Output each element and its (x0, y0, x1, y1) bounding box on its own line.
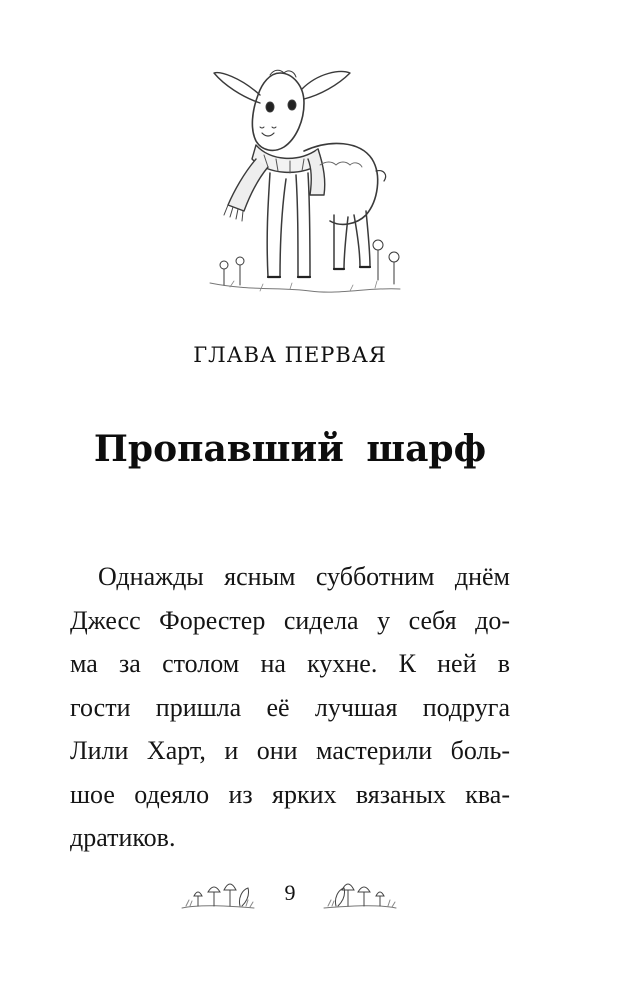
body-line: гости пришла её лучшая подруга (70, 692, 510, 722)
body-text (70, 555, 510, 860)
body-line: дратиков. (70, 823, 176, 852)
mushroom-ornament-icon (322, 872, 398, 914)
body-line: Лили Харт, и они мастерили боль- (70, 736, 510, 765)
lamb-illustration (200, 55, 410, 305)
chapter-label: ГЛАВА ПЕРВАЯ (193, 343, 387, 367)
page-number: 9 (284, 880, 296, 905)
body-line: Джесс Форестер сидела у себя до- (70, 605, 510, 635)
body-line: шое одеяло из ярких вязаных ква- (70, 779, 510, 809)
mushroom-ornament-icon (180, 872, 256, 914)
chapter-title: Пропавший шарф (93, 428, 487, 470)
body-line: Однажды ясным субботним днём (98, 562, 510, 591)
body-line: ма за столом на кухне. К ней в (70, 649, 510, 678)
